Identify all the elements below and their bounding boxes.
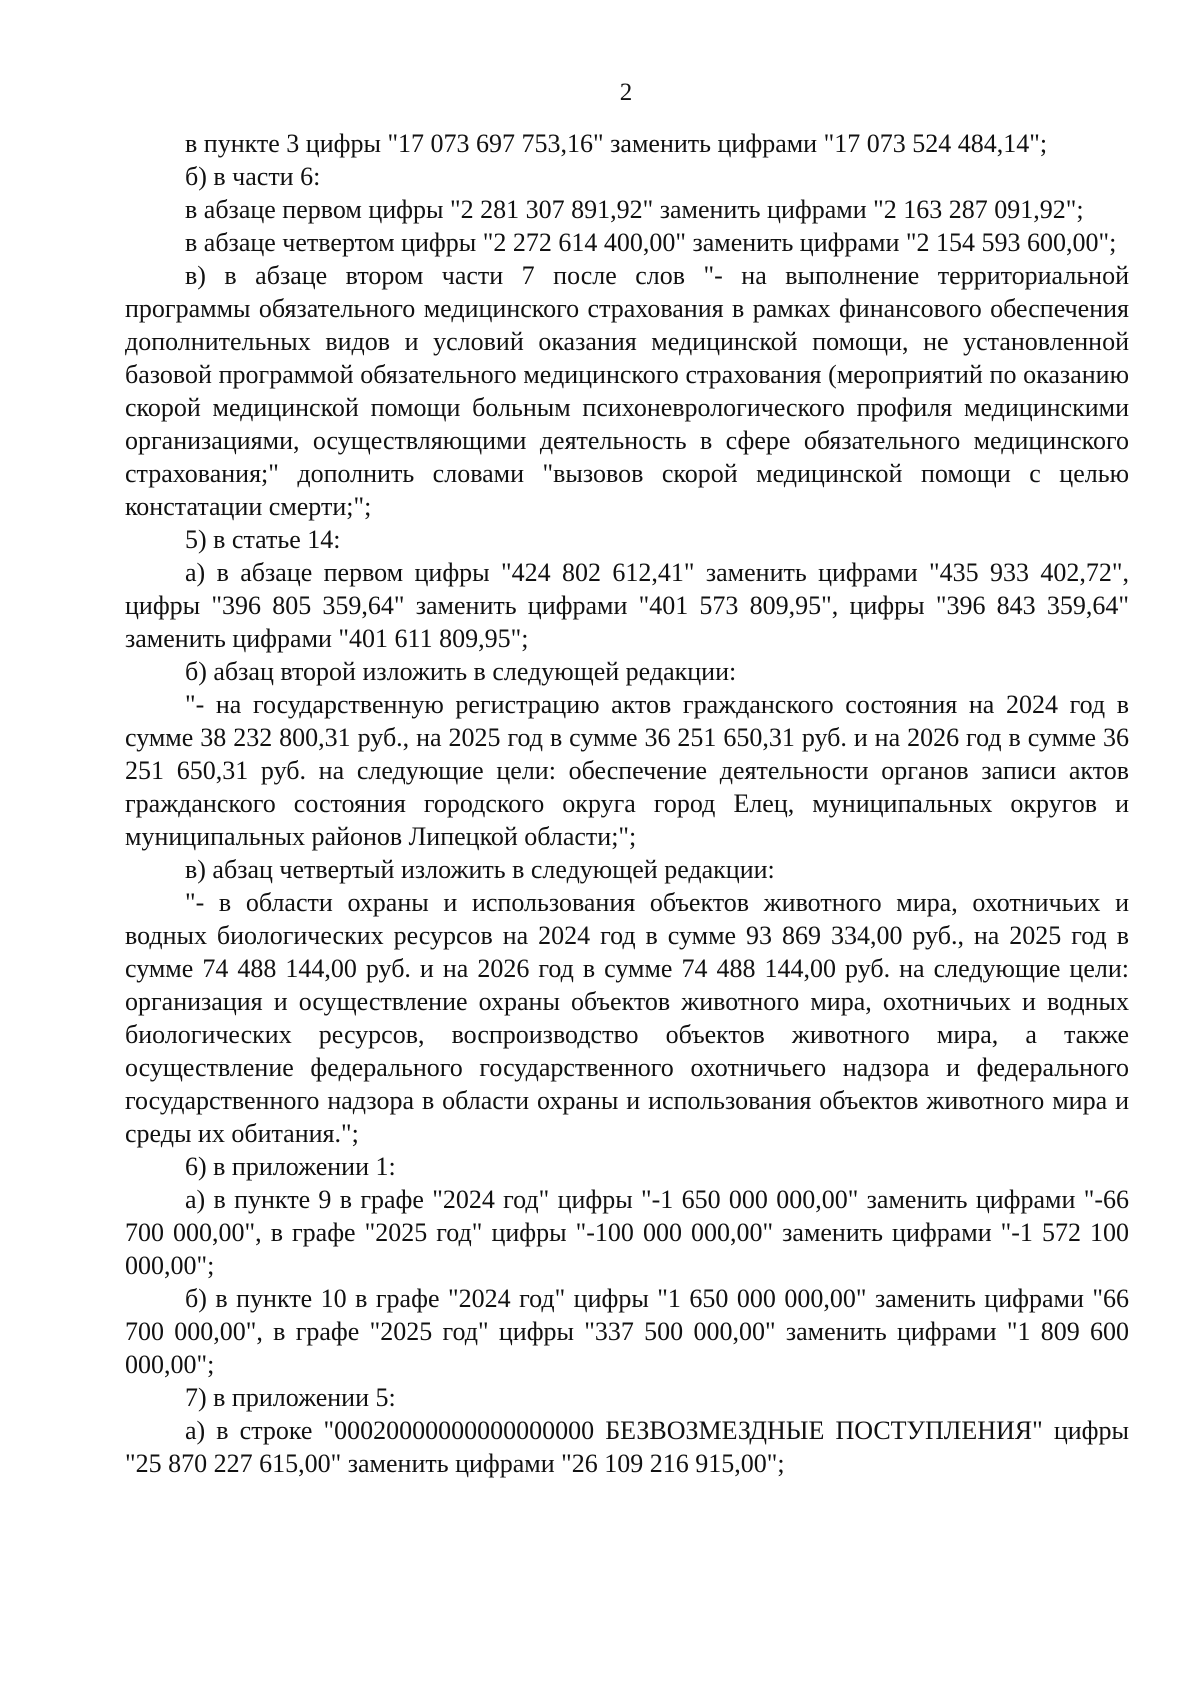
paragraph: а) в пункте 9 в графе "2024 год" цифры "-1 650 000 000,00" заменить цифрами "-66 700 000,00", в графе "2025 год" цифры "-100 000 000,00" заменить цифрами "-1 572 100 000,00"; bbox=[125, 1185, 1129, 1280]
paragraph: 6) в приложении 1: bbox=[185, 1152, 396, 1181]
paragraph: 7) в приложении 5: bbox=[185, 1383, 396, 1412]
paragraph: "- в области охраны и использования объектов животного мира, охотничьих и водных биологических ресурсов на 2024 год в сумме 93 869 334,00 руб., на 2025 год в сумме 74 488 144,00 руб. и на 2026 год в сумме 74 488 144,00 руб. на следующие цели: организация и осуществление охраны объектов животного мира, охотничьих и водных биологических ресурсов, воспроизводство объектов животного мира, а также осуществление федерального государственного охотничьего надзора и федерального государственного надзора в области охраны и использования объектов животного мира и среды их обитания."; bbox=[125, 888, 1129, 1148]
paragraph: 5) в статье 14: bbox=[185, 525, 341, 554]
paragraph: в) абзац четвертый изложить в следующей редакции: bbox=[185, 855, 775, 884]
paragraph: б) в пункте 10 в графе "2024 год" цифры "1 650 000 000,00" заменить цифрами "66 700 000,00", в графе "2025 год" цифры "337 500 000,00" заменить цифрами "1 809 600 000,00"; bbox=[125, 1284, 1129, 1379]
page-number: 2 bbox=[619, 79, 633, 106]
paragraph: б) в части 6: bbox=[185, 162, 321, 191]
paragraph: а) в абзаце первом цифры "424 802 612,41" заменить цифрами "435 933 402,72", цифры "396 805 359,64" заменить цифрами "401 573 809,95", цифры "396 843 359,64" заменить цифрами "401 611 809,95"; bbox=[125, 558, 1129, 653]
document-body bbox=[125, 127, 1129, 1480]
paragraph: б) абзац второй изложить в следующей редакции: bbox=[185, 657, 737, 686]
paragraph: в) в абзаце втором части 7 после слов "- на выполнение территориальной программы обязательного медицинского страхования в рамках финансового обеспечения дополнительных видов и условий оказания медицинской помощи, не установленной базовой программой обязательного медицинского страхования (мероприятий по оказанию скорой медицинской помощи больным психоневрологического профиля медицинскими организациями, осуществляющими деятельность в сфере обязательного медицинского страхования;" дополнить словами "вызовов скорой медицинской помощи с целью констатации смерти;"; bbox=[125, 261, 1129, 521]
paragraph: в абзаце первом цифры "2 281 307 891,92" заменить цифрами "2 163 287 091,92"; bbox=[185, 195, 1084, 224]
paragraph: а) в строке "00020000000000000000 БЕЗВОЗМЕЗДНЫЕ ПОСТУПЛЕНИЯ" цифры "25 870 227 615,00" заменить цифрами "26 109 216 915,00"; bbox=[125, 1416, 1129, 1478]
paragraph: в пункте 3 цифры "17 073 697 753,16" заменить цифрами "17 073 524 484,14"; bbox=[185, 129, 1048, 158]
paragraph: в абзаце четвертом цифры "2 272 614 400,00" заменить цифрами "2 154 593 600,00"; bbox=[185, 228, 1117, 257]
paragraph: "- на государственную регистрацию актов гражданского состояния на 2024 год в сумме 38 232 800,31 руб., на 2025 год в сумме 36 251 650,31 руб. и на 2026 год в сумме 36 251 650,31 руб. на следующие цели: обеспечение деятельности органов записи актов гражданского состояния городского округа город Елец, муниципальных округов и муниципальных районов Липецкой области;"; bbox=[125, 690, 1129, 851]
